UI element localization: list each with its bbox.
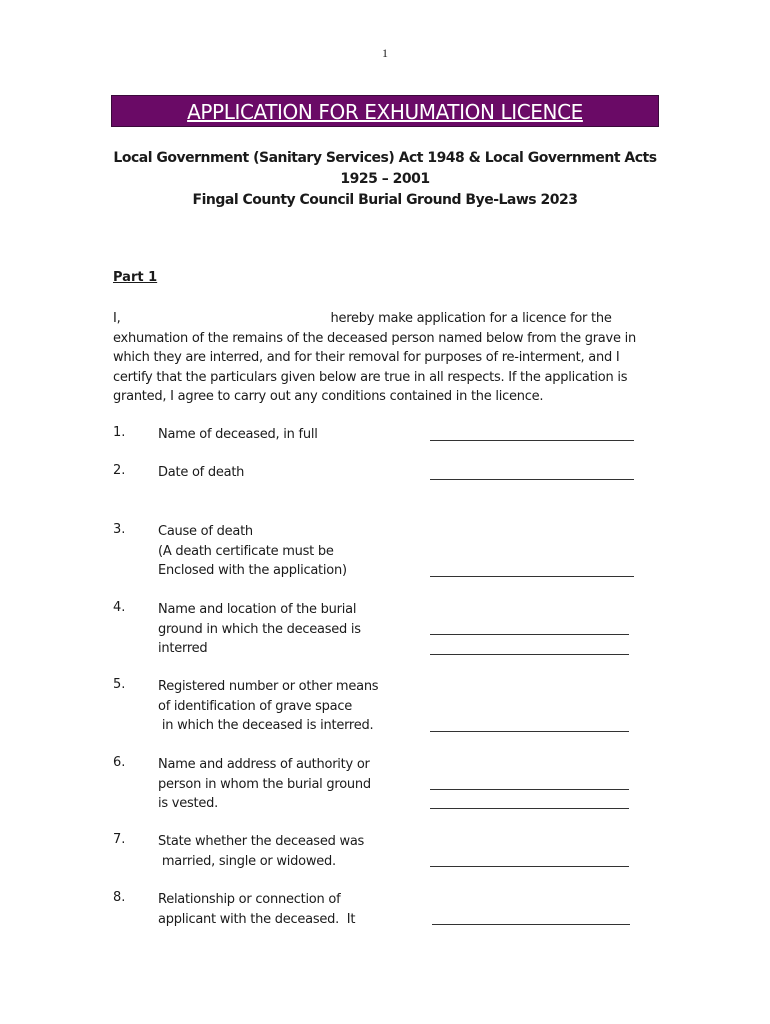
- item-5-number: 5.: [113, 677, 126, 692]
- item-2-number: 2.: [113, 463, 126, 478]
- item-5-answer-line[interactable]: [430, 731, 629, 732]
- item-4-answer-line-1[interactable]: [430, 634, 629, 635]
- item-2-answer-line[interactable]: [430, 479, 634, 480]
- item-2-label: Date of death: [158, 465, 245, 480]
- item-8-number: 8.: [113, 890, 126, 905]
- item-7-label: State whether the deceased was married, single or widowed.: [158, 834, 365, 869]
- item-6-answer-line-1[interactable]: [430, 789, 629, 790]
- item-6-answer-line-2[interactable]: [430, 808, 629, 809]
- intro-line-5: granted, I agree to carry out any conditions contained in the licence.: [113, 389, 544, 404]
- item-7-answer-line[interactable]: [430, 866, 629, 867]
- item-3-answer-line[interactable]: [430, 576, 634, 577]
- item-3-label: Cause of death (A death certificate must be Enclosed with the application): [158, 524, 347, 578]
- intro-line-2: exhumation of the remains of the deceased person named below from the grave in: [113, 330, 636, 346]
- title-banner: [111, 95, 659, 127]
- part-heading: Part 1: [113, 270, 158, 285]
- subtitle-line-3: Fingal County Council Burial Ground Bye-Laws 2023: [192, 192, 578, 208]
- intro-paragraph: [113, 309, 663, 407]
- intro-line-1-start: I,: [113, 311, 121, 326]
- item-5-label: Registered number or other means of identification of grave space in which the deceased is interred.: [158, 679, 379, 733]
- item-4-answer-line-2[interactable]: [430, 654, 629, 655]
- intro-line-4: certify that the particulars given below are true in all respects. If the application is: [113, 369, 628, 385]
- item-8-label: Relationship or connection of applicant with the deceased. It: [158, 892, 356, 927]
- subtitle-line-1: Local Government (Sanitary Services) Act 1948 & Local Government Acts: [113, 150, 657, 166]
- intro-line-1-end: hereby make application for a licence for the: [330, 311, 612, 326]
- page-number: 1: [382, 46, 388, 60]
- item-6-label: Name and address of authority or person in whom the burial ground is vested.: [158, 757, 371, 811]
- item-4-label: Name and location of the burial ground in which the deceased is interred: [158, 602, 361, 656]
- item-6-number: 6.: [113, 755, 126, 770]
- item-7-number: 7.: [113, 832, 126, 847]
- item-1-number: 1.: [113, 425, 126, 440]
- intro-line-3: which they are interred, and for their removal for purposes of re-interment, and I: [113, 350, 620, 365]
- item-1-answer-line[interactable]: [430, 440, 634, 441]
- subtitle-line-2: 1925 – 2001: [340, 171, 430, 187]
- item-1-label: Name of deceased, in full: [158, 427, 318, 442]
- item-4-number: 4.: [113, 600, 126, 615]
- page-title: APPLICATION FOR EXHUMATION LICENCE: [187, 100, 583, 124]
- item-8-answer-line[interactable]: [432, 924, 630, 925]
- item-3-number: 3.: [113, 522, 126, 537]
